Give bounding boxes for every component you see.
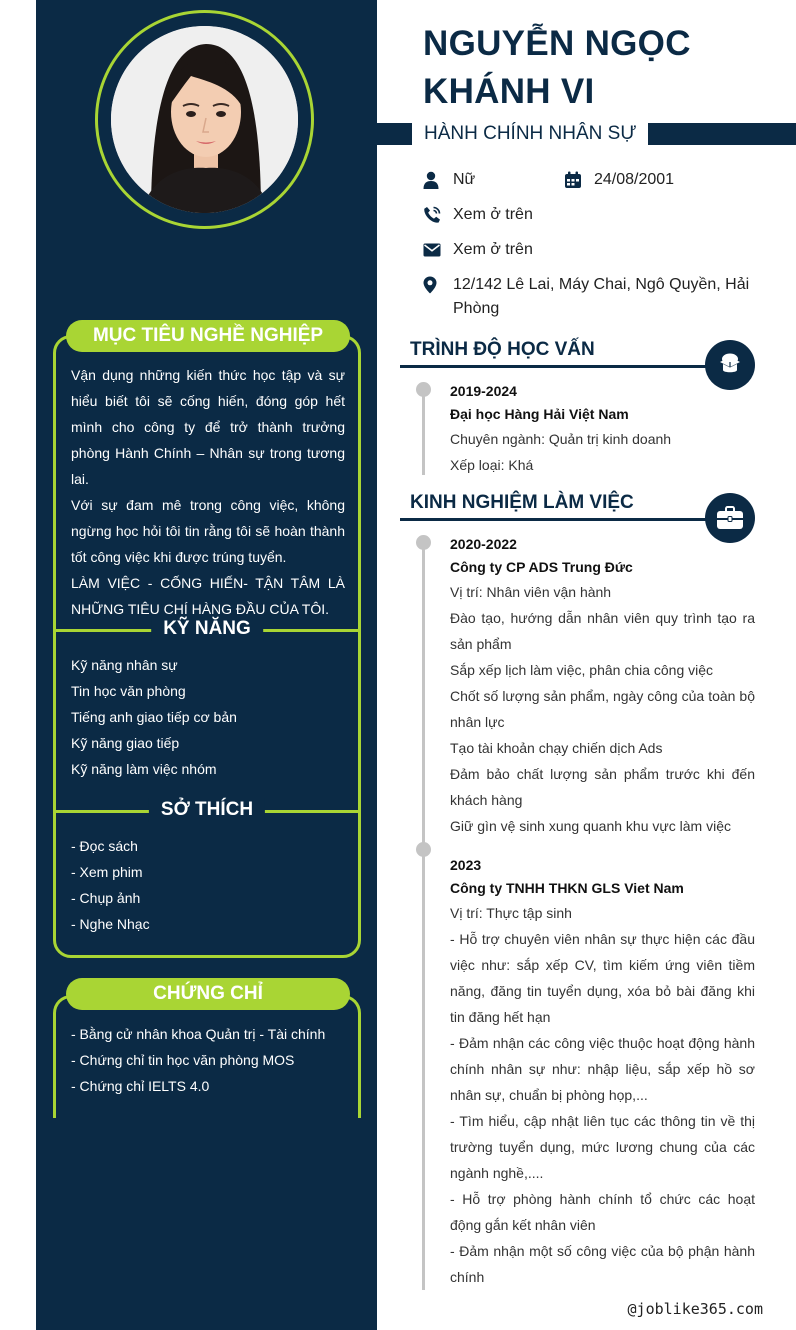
education-timeline xyxy=(422,390,425,475)
birthdate-row xyxy=(564,168,674,192)
certificate-item: - Chứng chỉ IELTS 4.0 xyxy=(71,1078,210,1094)
education-school: Đại học Hàng Hải Việt Nam xyxy=(450,406,629,422)
hobby-item: - Nghe Nhạc xyxy=(71,916,150,932)
phone-value: Xem ở trên xyxy=(453,206,533,223)
experience-company: Công ty CP ADS Trung Đức xyxy=(450,559,633,575)
portrait-illustration xyxy=(111,26,298,213)
person-icon xyxy=(423,168,453,192)
job-title: HÀNH CHÍNH NHÂN SỰ xyxy=(412,118,648,150)
hobby-item: - Chụp ảnh xyxy=(71,890,141,906)
education-detail: Xếp loại: Khá xyxy=(450,457,534,473)
objective-text xyxy=(71,362,345,622)
graduation-cap-icon xyxy=(716,352,744,378)
email-value: Xem ở trên xyxy=(453,241,533,258)
calendar-icon xyxy=(564,168,594,192)
watermark: @joblike365.com xyxy=(627,1300,763,1318)
timeline-dot xyxy=(416,535,431,550)
skills-list xyxy=(71,652,345,782)
sidebar xyxy=(36,0,377,1330)
education-title: TRÌNH ĐỘ HỌC VẤN xyxy=(410,339,595,360)
experience-task: - Đảm nhận các công việc thuộc hoạt động hành chính nhân sự như: nhập liệu, sắp xếp hồ sơ nhân sự, chuẩn bị phòng họp,... xyxy=(450,1035,755,1103)
skill-item: Kỹ năng giao tiếp xyxy=(71,735,180,751)
email-row xyxy=(423,238,533,262)
education-entry xyxy=(450,380,755,478)
experience-task: Đảm bảo chất lượng sản phẩm trước khi đến khách hàng xyxy=(450,766,755,808)
briefcase-icon xyxy=(716,506,744,530)
experience-task: Chốt số lượng sản phẩm, ngày công của toàn bộ nhân lực xyxy=(450,688,755,730)
address-value: 12/142 Lê Lai, Máy Chai, Ngô Quyền, Hải Phòng xyxy=(453,276,750,317)
objective-title: MỤC TIÊU NGHỀ NGHIỆP xyxy=(66,320,350,352)
experience-timeline xyxy=(422,543,425,1290)
phone-row xyxy=(423,203,533,227)
hobby-item: - Đọc sách xyxy=(71,838,138,854)
skill-item: Kỹ năng nhân sự xyxy=(71,657,178,673)
experience-entry xyxy=(450,854,755,1290)
hobby-item: - Xem phim xyxy=(71,864,143,880)
skill-item: Tin học văn phòng xyxy=(71,683,186,699)
skill-item: Tiếng anh giao tiếp cơ bản xyxy=(71,709,237,725)
phone-icon xyxy=(423,203,453,227)
experience-years: 2020-2022 xyxy=(450,536,517,552)
experience-task: - Hỗ trợ chuyên viên nhân sự thực hiện các đầu việc như: sắp xếp CV, tìm kiếm ứng viên tiềm năng, đăng tin tuyển dụng, xóa bỏ bài đăng khi tin đăng hết hạn xyxy=(450,931,755,1025)
hobbies-list xyxy=(71,833,345,937)
certificate-item: - Chứng chỉ tin học văn phòng MOS xyxy=(71,1052,295,1068)
avatar xyxy=(111,26,298,213)
objective-paragraph: Với sự đam mê trong công việc, không ngừng học hỏi tôi tin rằng tôi sẽ hoàn thành tốt công việc khi được trúng tuyển. xyxy=(71,497,345,565)
skills-title: KỸ NĂNG xyxy=(151,617,263,641)
objective-paragraph: Vận dụng những kiến thức học tập và sự hiểu biết tôi sẽ cống hiến, đóng góp hết mình cho công ty để trở thành trưởng phòng Hành Chính – Nhân sự trong tương lai. xyxy=(71,367,345,487)
timeline-dot xyxy=(416,382,431,397)
avatar-frame xyxy=(95,10,314,229)
education-years: 2019-2024 xyxy=(450,383,517,399)
birthdate-value: 24/08/2001 xyxy=(594,171,675,188)
mail-icon xyxy=(423,238,453,262)
experience-role: Vị trí: Nhân viên vận hành xyxy=(450,584,612,600)
hobbies-divider xyxy=(53,799,361,820)
name-line: KHÁNH VI xyxy=(423,72,595,111)
experience-task: Giữ gìn vệ sinh xung quanh khu vực làm việc xyxy=(450,818,731,834)
experience-task: Đào tạo, hướng dẫn nhân viên quy trình tạo ra sản phẩm xyxy=(450,610,755,652)
hobbies-title: SỞ THÍCH xyxy=(149,798,265,822)
skill-item: Kỹ năng làm việc nhóm xyxy=(71,761,217,777)
gender-value: Nữ xyxy=(453,171,476,188)
objective-paragraph: LÀM VIỆC - CỐNG HIẾN- TẬN TÂM LÀ NHỮNG TIÊU CHÍ HÀNG ĐẦU CỦA TÔI. xyxy=(71,575,345,617)
education-detail: Chuyên ngành: Quản trị kinh doanh xyxy=(450,431,672,447)
experience-task: - Tìm hiểu, cập nhật liên tục các thông tin về thị trường tuyển dụng, mức lương chung của các ngành nghề,.... xyxy=(450,1113,755,1181)
skills-divider xyxy=(53,618,361,639)
experience-years: 2023 xyxy=(450,857,482,873)
gender-row xyxy=(423,168,475,192)
education-underline xyxy=(400,365,720,368)
certificates-title: CHỨNG CHỈ xyxy=(66,978,350,1010)
experience-entry xyxy=(450,533,755,839)
location-icon xyxy=(423,273,453,297)
certificates-list xyxy=(71,1021,345,1099)
name-line: NGUYỄN NGỌC xyxy=(423,24,691,63)
experience-task: Tạo tài khoản chạy chiến dịch Ads xyxy=(450,740,663,756)
experience-task: Sắp xếp lịch làm việc, phân chia công việc xyxy=(450,662,714,678)
experience-task: - Hỗ trợ phòng hành chính tổ chức các hoạt động gắn kết nhân viên xyxy=(450,1191,755,1233)
experience-underline xyxy=(400,518,720,521)
experience-task: - Đảm nhận một số công việc của bộ phận hành chính xyxy=(450,1243,755,1285)
certificate-item: - Bằng cử nhân khoa Quản trị - Tài chính xyxy=(71,1026,326,1042)
experience-role: Vị trí: Thực tập sinh xyxy=(450,905,572,921)
address-row xyxy=(423,273,753,321)
experience-title: KINH NGHIỆM LÀM VIỆC xyxy=(410,492,634,513)
candidate-name xyxy=(423,20,783,116)
timeline-dot xyxy=(416,842,431,857)
experience-company: Công ty TNHH THKN GLS Viet Nam xyxy=(450,880,684,896)
